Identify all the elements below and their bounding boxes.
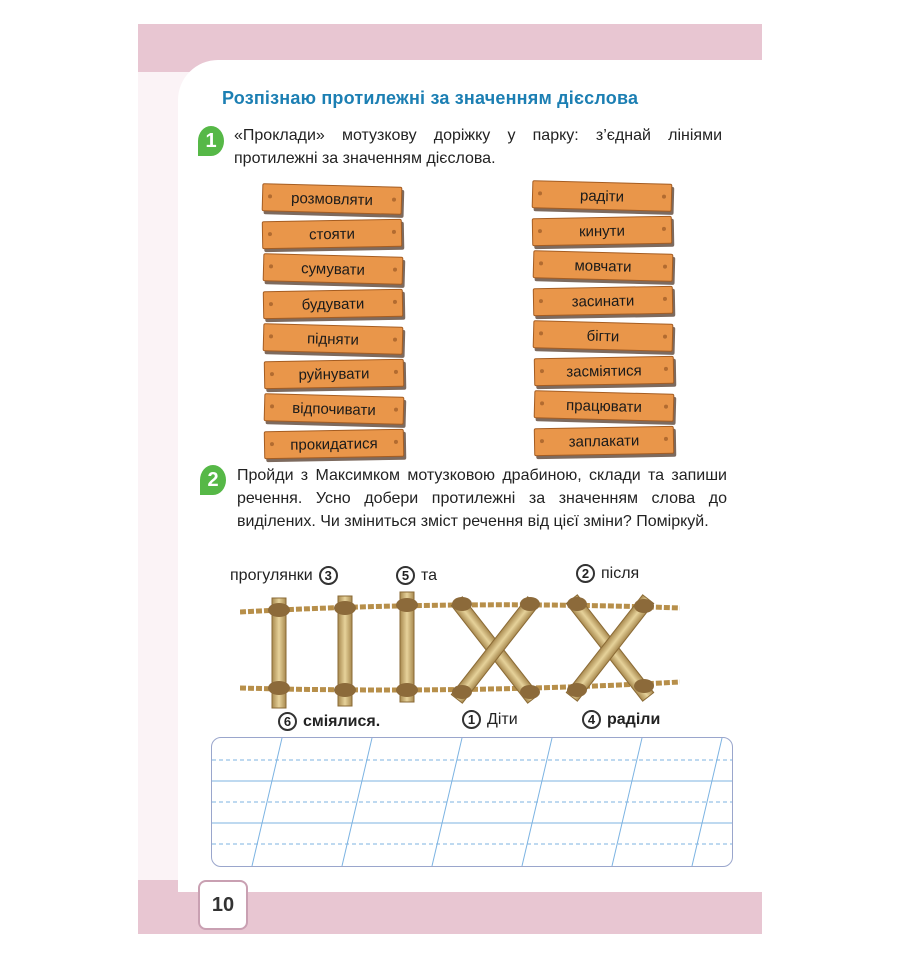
plank-label: бігти	[586, 327, 620, 345]
rope-ladder-illustration	[240, 590, 680, 710]
nail-icon	[392, 230, 396, 234]
ladder-word-6	[278, 712, 380, 731]
task1-badge: 1	[198, 126, 224, 156]
nail-icon	[268, 232, 272, 236]
word-plank[interactable]	[532, 180, 673, 212]
nail-icon	[269, 264, 273, 268]
nail-icon	[662, 227, 666, 231]
nail-icon	[663, 297, 667, 301]
plank-label: відпочивати	[291, 399, 376, 419]
word-plank[interactable]	[263, 289, 403, 319]
nail-icon	[539, 331, 543, 335]
word-plank[interactable]	[263, 359, 403, 389]
word-plank[interactable]	[263, 393, 404, 425]
word-plank[interactable]	[263, 323, 404, 355]
word-plank[interactable]	[533, 356, 673, 386]
nail-icon	[664, 405, 668, 409]
word-plank[interactable]	[532, 216, 672, 246]
nail-icon	[394, 440, 398, 444]
nail-icon	[268, 194, 272, 198]
plank-label: руйнувати	[297, 364, 370, 384]
plank-label: сумувати	[300, 259, 365, 279]
nail-icon	[269, 334, 273, 338]
word-plank[interactable]	[534, 426, 674, 456]
plank-label: прокидатися	[290, 434, 378, 454]
nail-icon	[269, 302, 273, 306]
plank-label: радіти	[579, 186, 625, 206]
plank-label: працювати	[565, 396, 642, 416]
nail-icon	[270, 442, 274, 446]
nail-icon	[392, 198, 396, 202]
plank-label: підняти	[307, 329, 360, 349]
plank-label: будувати	[301, 294, 365, 314]
plank-label: засинати	[571, 291, 635, 311]
ladder-word-number: 5	[396, 566, 415, 585]
word-plank[interactable]	[262, 183, 403, 215]
task1-text: «Проклади» мотузкову доріжку у парку: з’єднай лініями протилежні за значенням дієслова.	[234, 127, 722, 167]
ladder-word-1	[462, 710, 518, 729]
nail-icon	[539, 299, 543, 303]
nail-icon	[538, 229, 542, 233]
plank-label: засміятися	[565, 361, 642, 381]
nail-icon	[662, 195, 666, 199]
ladder-word-text: сміялися.	[303, 712, 381, 730]
section-title: Розпізнаю протилежні за значенням дієслова	[222, 88, 639, 108]
word-plank[interactable]	[533, 390, 674, 422]
word-plank[interactable]	[533, 320, 674, 352]
plank-label: стояти	[309, 225, 356, 243]
writing-area[interactable]	[211, 737, 733, 867]
plank-label: кинути	[579, 222, 626, 240]
nail-icon	[539, 261, 543, 265]
ladder-word-2	[576, 564, 639, 583]
nail-icon	[394, 408, 398, 412]
task2-text: Пройди з Максимком мотузковою драбиною, склади та запиши речення. Усно добери протилежні за значенням слова до виділених. Чи зміниться зміст речення від цієї зміни? Поміркуй.	[237, 467, 727, 530]
page-number: 10	[198, 880, 248, 930]
ladder-word-number: 1	[462, 710, 481, 729]
ladder-word-3	[230, 566, 338, 585]
task2-badge: 2	[200, 465, 226, 495]
plank-label: розмовляти	[290, 189, 374, 209]
nail-icon	[664, 437, 668, 441]
nail-icon	[538, 191, 542, 195]
nail-icon	[540, 401, 544, 405]
word-plank[interactable]	[262, 253, 403, 285]
nail-icon	[663, 367, 667, 371]
ladder-word-number: 2	[576, 564, 595, 583]
plank-label: мовчати	[573, 256, 632, 276]
word-plank[interactable]	[262, 219, 402, 249]
nail-icon	[540, 439, 544, 443]
ladder-word-text: Діти	[487, 710, 518, 728]
ladder-word-5	[396, 566, 437, 585]
ladder-word-4	[582, 710, 660, 729]
nail-icon	[393, 338, 397, 342]
nail-icon	[663, 335, 667, 339]
nail-icon	[393, 268, 397, 272]
ladder-word-number: 3	[319, 566, 338, 585]
ladder-word-text: та	[421, 566, 438, 584]
word-plank[interactable]	[264, 429, 404, 459]
ladder-word-text: прогулянки	[230, 566, 313, 584]
ladder-word-text: раділи	[607, 710, 661, 728]
ladder-word-number: 4	[582, 710, 601, 729]
ladder-word-number: 6	[278, 712, 297, 731]
nail-icon	[393, 300, 397, 304]
nail-icon	[269, 372, 273, 376]
word-plank[interactable]	[533, 286, 673, 316]
nail-icon	[663, 265, 667, 269]
nail-icon	[270, 404, 274, 408]
ladder-word-text: після	[601, 564, 640, 582]
word-plank[interactable]	[532, 250, 673, 282]
nail-icon	[539, 369, 543, 373]
ruled-lines	[212, 738, 732, 866]
plank-label: заплакати	[568, 431, 640, 451]
nail-icon	[393, 370, 397, 374]
